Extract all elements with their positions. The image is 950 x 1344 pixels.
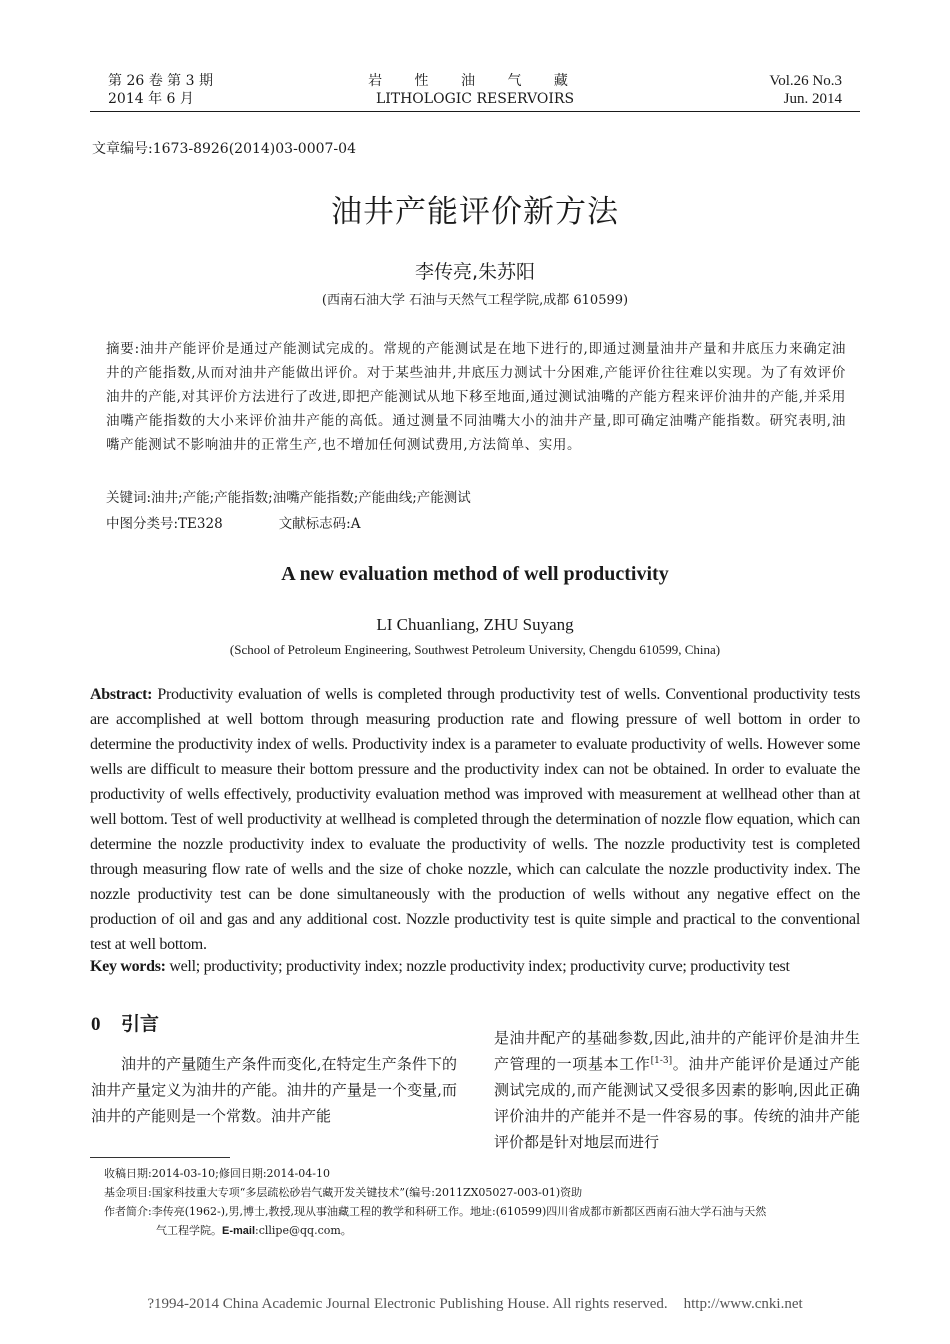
classification-line [106,512,361,532]
section-title: 引言 [121,1013,160,1035]
title-cn: 油井产能评价新方法 [331,194,619,230]
email-address[interactable]: :cllipe@qq.com。 [255,1224,352,1237]
document-code: 文献标志码:A [278,516,361,532]
header-divider [90,111,860,112]
abstract-en-label: Abstract: [90,686,153,703]
page-footer [0,1296,950,1313]
body-column-right [494,1010,860,1170]
running-header-right [769,72,842,108]
intro-text-a: 是油井配产的基础参数,因此,油井的产能评价是油井生产管理的一项基本工作 [494,1029,860,1073]
intro-paragraph-left: 油井的产量随生产条件而变化,在特定生产条件下的油井产量定义为油井的产能。油井的产量是一个变量,而油井的产能则是一个常数。油井产能 [91,1055,457,1125]
volume-issue: 第 26 卷 第 3 期 [108,73,213,89]
running-header-center [300,72,650,108]
abstract-en [90,682,860,957]
clc-number: 中图分类号:TE328 [106,516,223,532]
section-heading [91,1010,457,1039]
copyright-notice: ?1994-2014 China Academic Journal Electronic Publishing House. All rights reserved. [147,1296,668,1312]
author-intro-cont-text: 气工程学院。 [156,1224,222,1237]
footnote-author [104,1202,864,1241]
volume-issue-en: Vol.26 No.3 [769,73,842,89]
journal-name-cn: 岩 性 油 气 藏 [368,73,582,89]
title-en: A new evaluation method of well productivity [281,563,669,585]
author-intro-continued [104,1221,864,1241]
keywords-en-label: Key words: [90,958,166,975]
abstract-cn: 摘要:油井产能评价是通过产能测试完成的。常规的产能测试是在地下进行的,即通过测量油井产量和井底压力来确定油井的产能指数,从而对油井产能做出评价。对于某些油井,井底压力测试十分困难,产能评价往往难以实现。为了有效评价油井的产能,对其评价方法进行了改进,即把产能测试从地下移至地面,通过测试油嘴的产能方程来评价油井的产能,并采用油嘴产能指数的大小来评价油井产能的高低。通过测量不同油嘴大小的油井产量,即可确定油嘴产能指数。研究表明,油嘴产能测试不影响油井的正常生产,也不增加任何测试费用,方法简单、实用。 [106,341,846,453]
footnote-received: 收稿日期:2014-03-10;修回日期:2014-04-10 [104,1167,330,1180]
section-number: 0 [91,1014,101,1035]
abstract-en-text: Productivity evaluation of wells is completed through productivity test of wells. Conventional productivity tests are accomplished at well bottom through measuring production rate and flowing pressure of well bottom in order to determine the productivity index of wells. Productivity index is a parameter to evaluate productivity of wells. However some wells are difficult to measure their bottom pressure and the productivity index can not be obtained. In order to evaluate the productivity of wells effectively, productivity evaluation method was improved with measurement at wellhead other than at well bottom. Test of well productivity at wellhead is completed through the determination of nozzle flow equation, which can determine the nozzle productivity index to evaluate the productivity of wells. The nozzle productivity test is completed through measuring flow rate of wells and the size of choke nozzle, which can calculate the nozzle productivity index. The nozzle productivity test can be done simultaneously with the production of wells without any negative effect on the production of oil and gas and any additional cost. Nozzle productivity test is quite simple and practical to the conventional test at well bottom. [90,686,860,953]
footnote-divider [90,1157,230,1158]
journal-name-en: LITHOLOGIC RESERVOIRS [375,91,575,107]
publication-date-en: Jun. 2014 [783,91,842,107]
author-intro: 作者简介:李传亮(1962-),男,博士,教授,现从事油藏工程的教学和科研工作。地址:(610599)四川省成都市新都区西南石油大学石油与天然 [104,1205,767,1218]
keywords-cn: 关键词:油井;产能;产能指数;油嘴产能指数;产能曲线;产能测试 [106,490,471,506]
article-number: 文章编号:1673-8926(2014)03-0007-04 [92,141,356,157]
cnki-link[interactable]: http://www.cnki.net [683,1296,803,1312]
intro-paragraph-right [494,1025,860,1155]
body-column-left [91,1010,457,1129]
intro-text-b: 。油井产能评价是通过产能测试完成的,而产能测试又受很多因素的影响,因此正确评价油井的产能并不是一件容易的事。传统的油井产能评价都是针对地层而进行 [494,1055,860,1151]
affiliation-cn: (西南石油大学 石油与天然气工程学院,成都 610599) [321,293,629,308]
running-header-left [108,72,213,108]
citation-ref[interactable]: [1-3] [650,1056,673,1066]
keywords-en [90,958,790,976]
authors-cn: 李传亮,朱苏阳 [414,261,536,283]
publication-date: 2014 年 6 月 [108,91,194,107]
authors-en: LI Chuanliang, ZHU Suyang [376,615,574,634]
footnote-funding: 基金项目:国家科技重大专项“多层疏松砂岩气藏开发关键技术”(编号:2011ZX05027-003-01)资助 [104,1186,583,1199]
affiliation-en: (School of Petroleum Engineering, Southwest Petroleum University, Chengdu 610599, China) [229,642,721,657]
email-label: E-mail [222,1225,256,1237]
keywords-en-text: well; productivity; productivity index; nozzle productivity index; productivity curve; productivity test [165,958,790,975]
